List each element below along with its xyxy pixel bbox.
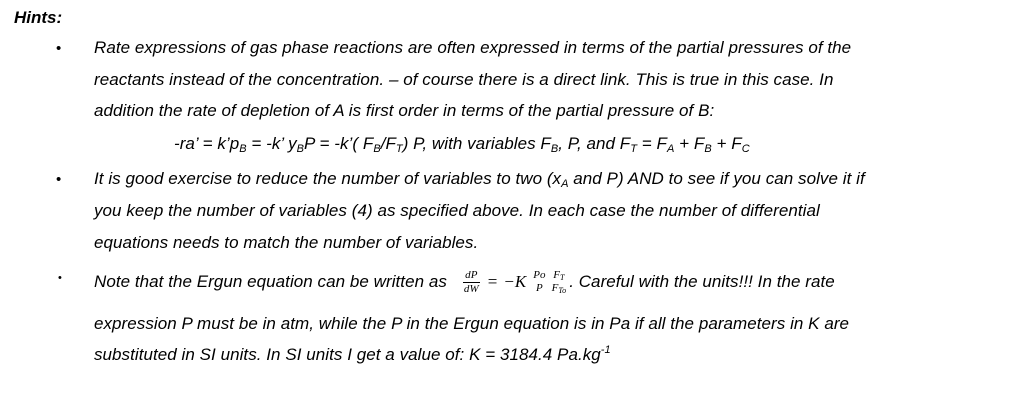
bullet-3-line-1: Note that the Ergun equation can be written as $\frac{dP}{dW}$ = −K Po P $F_T$ $F_{To}$ . Careful with the units!!! In the rate [94,268,835,295]
ergun-dp-dw-fraction: $\frac{dP}{dW}$ [463,268,479,295]
bullet-3-line-2: expression P must be in atm, while the P in the Ergun equation is in Pa if all the parameters in K are [94,314,850,333]
bullet-2-line-1: It is good exercise to reduce the number of variables to two ($x_A$ and P) AND to see if you can solve it if [94,169,865,190]
bullet-1-line-2: reactants instead of the concentration. – of course there is a direct link. This is true in this case. In [94,70,834,89]
bullet-3-line-3: substituted in SI units. In SI units I get a value of: K = 3184.4 $Pa.kg^{-1}$ [94,344,611,364]
hints-heading: Hints: [14,8,63,27]
bullet-1-line-1: Rate expressions of gas phase reactions are often expressed in terms of the partial pressures of the [94,38,852,57]
ergun-ft-fto-fraction: $F_T$ $F_{To}$ [551,269,567,295]
bullet-3-marker: • [58,272,62,284]
bullet-1-marker: • [56,40,62,57]
bullet-2-line-2: you keep the number of variables (4) as specified above. In each case the number of differential [94,201,820,220]
bullet-1-line-3: addition the rate of depletion of A is first order in terms of the partial pressure of B: [94,101,715,120]
rate-equation: -ra’ = $k’p_B = -k$’ $y_BP$ = -k’( $F_B/F_T$) P, with variables $F_B$, P, and $F_T = F_A + F_B + F_C$ [174,134,750,155]
bullet-2-marker: • [56,171,62,188]
ergun-po-p-fraction: Po P [533,269,546,294]
bullet-2-line-3: equations needs to match the number of variables. [94,233,479,252]
